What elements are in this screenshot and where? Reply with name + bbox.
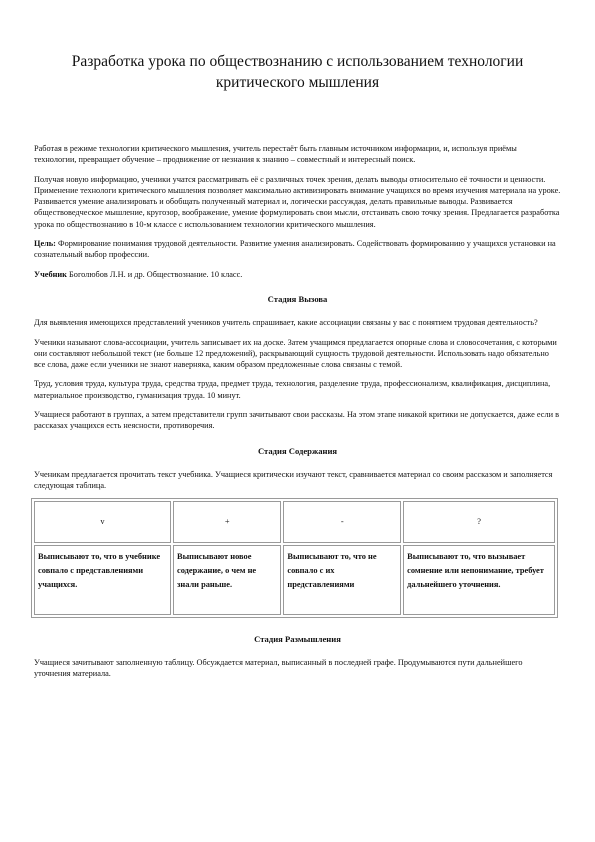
intro-paragraph-2: Получая новую информацию, ученики учатся рассматривать её с различных точек зрения, делать выводы относительно её точности и ценности. Применение технологи критического мышления позволяет максимально активизировать внимание учащихся во время изучения материала на уроке. Развивается умение анализировать и обобщать полученный материал и, логически рассуждая, делать правильные выводы. Развивается обществоведческое мышление, кругозор, воображение, умение формулировать свои мысли, отстаивать свою точку зрения. Предлагается разработка урока по обществознанию в 10-м классе с использованием технологии критического мышления. <box>34 174 561 229</box>
table-cell: Выписывают то, что не совпало с их представлениями <box>283 545 401 615</box>
document-title: Разработка урока по обществознанию с использованием технологии критического мышления <box>71 53 524 91</box>
insert-table <box>31 498 558 618</box>
stage-content-paragraph: Ученикам предлагается прочитать текст учебника. Учащиеся критически изучают текст, сравнивается материал со своим рассказом и заполняется следующая таблица. <box>34 469 553 491</box>
table-header-cell: ? <box>403 501 555 543</box>
textbook-text: Боголюбов Л.Н. и др. Обществознание. 10 класс. <box>66 269 243 279</box>
table-header-cell: + <box>173 501 281 543</box>
table-cell: Выписывают то, что вызывает сомнение или непонимание, требует дальнейшего уточнения. <box>403 545 555 615</box>
intro-paragraph-1: Работая в режиме технологии критического мышления, учитель перестаёт быть главным источником информации, и, используя приёмы технологии, превращает обучение – продвижение от незнания к знанию – совместный и интересный поиск. <box>34 144 517 165</box>
table-header-cell: - <box>283 501 401 543</box>
goal-label: Цель: <box>34 239 56 249</box>
stage-challenge-paragraph-1: Для выявления имеющихся представлений учеников учитель спрашивает, какие ассоциации связаны у вас с понятием трудовая деятельность? <box>34 318 538 328</box>
stage-reflection-heading: Стадия Размышления <box>254 633 341 644</box>
goal-paragraph <box>34 238 561 261</box>
table-header-cell: v <box>34 501 171 543</box>
table-header-row <box>34 501 555 543</box>
stage-challenge-paragraph-4: Учащиеся работают в группах, а затем представители групп зачитывают свои рассказы. На этом этапе никакой критики не допускается, даже если в рассказах учащихся есть неясности, противоречия. <box>34 410 560 431</box>
table-row <box>34 545 555 615</box>
table-cell: Выписывают то, что в учебнике совпало с представлениями учащихся. <box>34 545 171 615</box>
table-cell: Выписывают новое содержание, о чем не знали раньше. <box>173 545 281 615</box>
stage-challenge-paragraph-2: Ученики называют слова-ассоциации, учитель записывает их на доске. Затем учащимся предлагается опорные слова и словосочетания, с которыми они составляют небольшой текст (не больше 12 предложений), раскрывающий сущность трудовой деятельности. Использовать надо обязательно все слова, даже если ученики не знают наверняка, каким образом предложенные слова связаны с темой. <box>34 337 557 370</box>
document-body <box>34 93 561 679</box>
textbook-paragraph <box>34 269 561 280</box>
stage-reflection-paragraph: Учащиеся зачитывают заполненную таблицу. Обсуждается материал, выписанный в последней графе. Продумываются пути дальнейшего уточнения материала. <box>34 657 523 679</box>
goal-text: Формирование понимания трудовой деятельности. Развитие умения анализировать. Содействовать формированию у учащихся установки на сознательный выбор профессии. <box>34 239 556 260</box>
stage-challenge-heading: Стадия Вызова <box>267 293 328 304</box>
textbook-label: Учебник <box>34 269 67 279</box>
stage-content-heading: Стадия Содержания <box>257 445 338 456</box>
stage-challenge-paragraph-3: Труд, условия труда, культура труда, средства труда, предмет труда, технология, разделение труда, профессионализм, квалификация, дисциплина, материальное производство, гуманизация труда. 10 минут. <box>34 379 551 400</box>
